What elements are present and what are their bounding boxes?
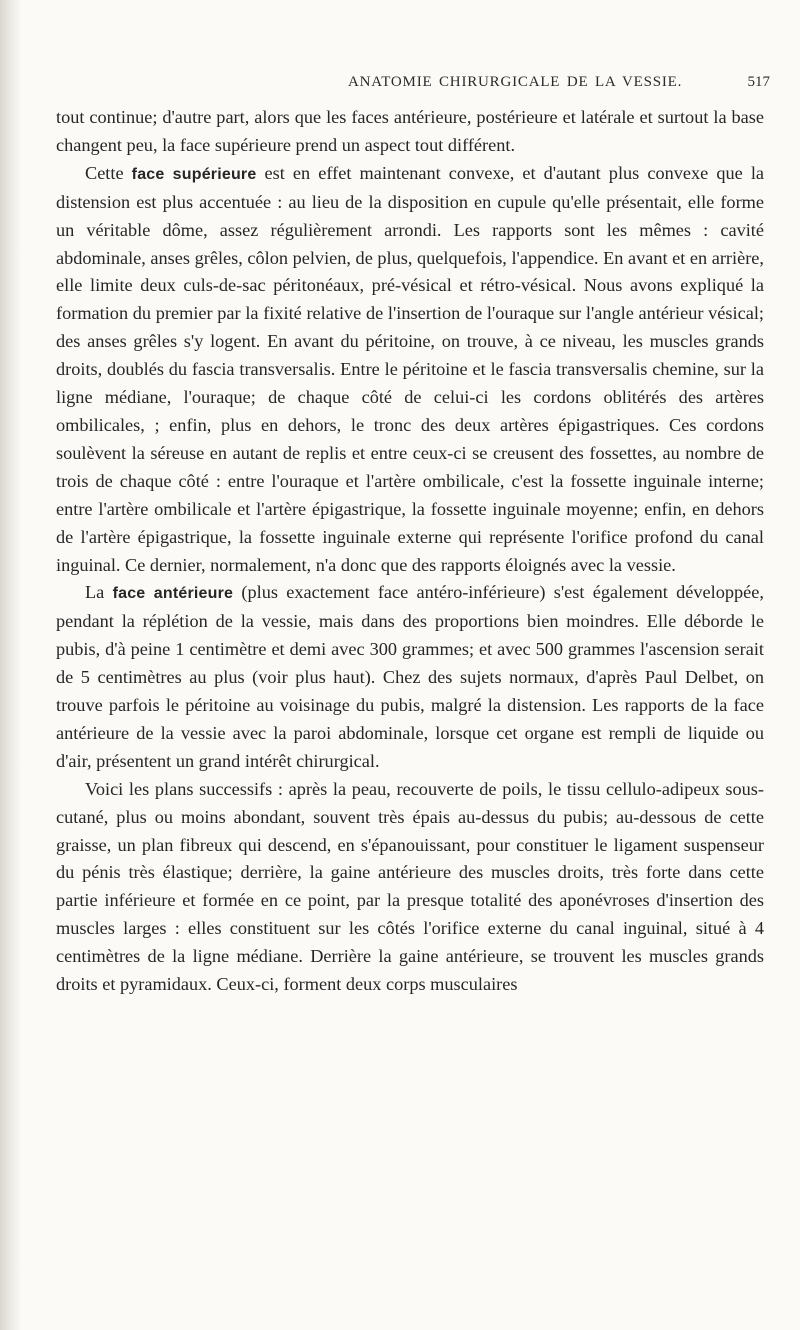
paragraph-4-text: Voici les plans successifs : après la peau, recouverte de poils, le tissu cellulo-adipeux sous-cutané, plus ou moins abondant, souvent très épais au-dessus du pubis; au-dessous de cette graisse, un plan fibreux qui descend, en s'épanouissant, pour constituer le ligament suspenseur du pénis très élastique; derrière, la gaine antérieure des muscles droits, très forte dans cette partie inférieure et formée en ce point, par la presque totalité des aponévroses d'insertion des muscles larges : elles constituent sur les côtés l'orifice externe du canal inguinal, situé à 4 centimètres de la ligne médiane. Derrière la gaine antérieure, se trouvent les muscles grands droits et pyramidaux. Ceux-ci, forment deux corps musculaires — [56, 778, 764, 995]
page-header — [40, 74, 780, 100]
paragraph-4 — [56, 776, 764, 999]
paragraph-3 — [56, 579, 764, 775]
paragraph-3-lead: La — [85, 582, 113, 603]
running-title: ANATOMIE CHIRURGICALE DE LA VESSIE. — [348, 74, 683, 90]
paragraph-1-text: tout continue; d'autre part, alors que les faces antérieure, postérieure et latérale et surtout la base changent peu, la face supérieure prend un aspect tout différent. — [56, 107, 764, 155]
paragraph-2 — [56, 160, 764, 580]
paragraph-2-text: est en effet maintenant convexe, et d'autant plus convexe que la distension est plus accentuée : au lieu de la disposition en cupule qu'elle présentait, elle forme un véritable dôme, assez régulièrement arrondi. Les rapports sont les mêmes : cavité abdominale, anses grêles, côlon pelvien, de plus, quelquefois, l'appendice. En avant et en arrière, elle limite deux culs-de-sac péritonéaux, pré-vésical et rétro-vésical. Nous avons expliqué la formation du premier par la fixité relative de l'insertion de l'ouraque sur l'angle antérieur vésical; des anses grêles s'y logent. En avant du péritoine, on trouve, à ce niveau, les muscles grands droits, doublés du fascia transversalis. Entre le péritoine et le fascia transversalis chemine, sur la ligne médiane, l'ouraque; de chaque côté de celui-ci les cordons oblitérés des artères ombilicales, ; enfin, plus en dehors, le tronc des deux artères épigastriques. Ces cordons soulèvent la séreuse en autant de replis et entre ceux-ci se creusent des fossettes, au nombre de trois de chaque côté : entre l'ouraque et l'artère ombilicale, c'est la fossette inguinale interne; entre l'artère ombilicale et l'artère épigastrique, la fossette inguinale moyenne; enfin, en dehors de l'artère épigastrique, la fossette inguinale externe qui représente l'orifice profond du canal inguinal. Ce dernier, normalement, n'a donc que des rapports éloignés avec la vessie. — [56, 162, 765, 575]
body-text — [56, 104, 764, 999]
paragraph-1 — [56, 104, 764, 160]
term-face-anterieure: face antérieure — [112, 585, 234, 603]
paragraph-2-lead: Cette — [85, 162, 132, 183]
spine-shadow — [0, 0, 22, 1330]
page-number: 517 — [747, 74, 770, 90]
term-face-superieure: face supérieure — [131, 165, 257, 183]
paragraph-3-text: (plus exactement face antéro-inférieure) s'est également développée, pendant la réplétion de la vessie, mais dans des proportions bien moindres. Elle déborde le pubis, d'à peine 1 centimètre et demi avec 300 grammes; et avec 500 grammes l'ascension serait de 5 centimètres au plus (voir plus haut). Chez des sujets normaux, d'après Paul Delbet, on trouve parfois le péritoine au voisinage du pubis, malgré la distension. Les rapports de la face antérieure de la vessie avec la paroi abdominale, lorsque cet organe est rempli de liquide ou d'air, présentent un grand intérêt chirurgical. — [56, 582, 764, 771]
